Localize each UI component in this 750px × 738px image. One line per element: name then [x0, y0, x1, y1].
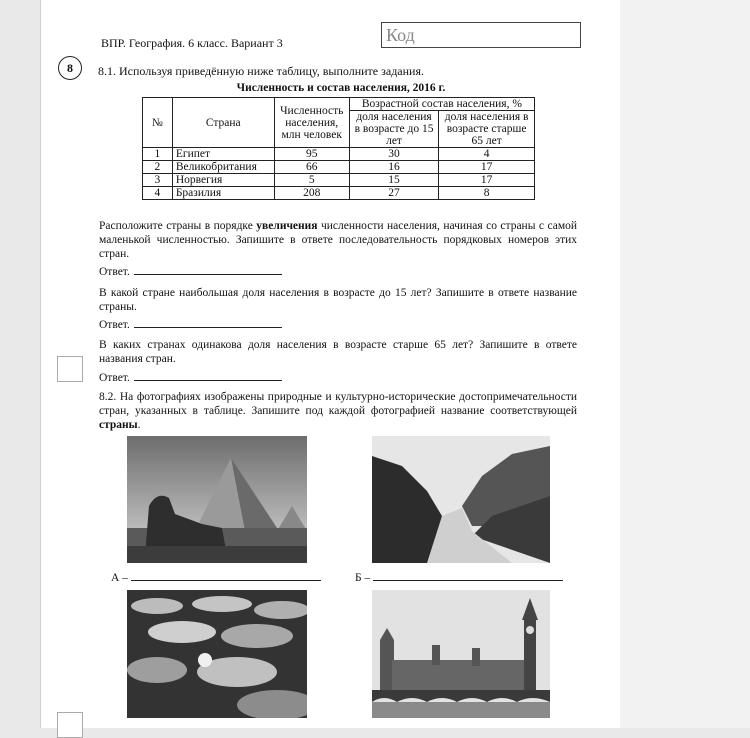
- table-title: Численность и состав населения, 2016 г.: [236, 82, 446, 94]
- answer-2: [99, 317, 282, 331]
- photo-d-westminster: [372, 590, 550, 718]
- caption-b-label: Б –: [355, 572, 371, 584]
- header-population: Численность населения, млн человек: [274, 98, 349, 148]
- question-3: В каких странах одинакова доля населения в возрасте старше 65 лет? Запишите в ответе названия стран.: [99, 339, 577, 365]
- row-over65: 8: [439, 187, 535, 200]
- viewer-background: [620, 0, 750, 728]
- answer-2-line[interactable]: [134, 317, 282, 328]
- row-country: Норвегия: [172, 174, 274, 187]
- answer-3-line[interactable]: [134, 370, 282, 381]
- caption-a: [111, 570, 321, 584]
- row-population: 95: [274, 148, 349, 161]
- row-num: 4: [143, 187, 173, 200]
- score-box-2[interactable]: [57, 712, 83, 738]
- header-country: Страна: [172, 98, 274, 148]
- caption-a-label: А –: [111, 572, 128, 584]
- question-8-2-bold: страны: [99, 419, 138, 431]
- table-row: [143, 187, 535, 200]
- question-8-2-end: .: [137, 419, 141, 431]
- caption-a-line[interactable]: [131, 570, 321, 581]
- row-country: Великобритания: [172, 161, 274, 174]
- question-2: В какой стране наибольшая доля населения в возрасте до 15 лет? Запишите в ответе название страны.: [99, 287, 577, 313]
- answer-label: Ответ.: [99, 319, 130, 331]
- table-row: [143, 148, 535, 161]
- photo-a-pyramids: [127, 436, 307, 563]
- answer-label: Ответ.: [99, 266, 130, 278]
- row-over65: 17: [439, 174, 535, 187]
- worksheet-page: [40, 0, 622, 728]
- answer-3: [99, 370, 282, 384]
- answer-1-line[interactable]: [134, 264, 282, 275]
- row-population: 208: [274, 187, 349, 200]
- table-row: [143, 161, 535, 174]
- question-8-2: [99, 390, 577, 432]
- row-over65: 4: [439, 148, 535, 161]
- question-1-text-end: численности населения, начиная со страны с самой маленькой численностью. Запишите в ответе последовательность порядковых номеров этих стран.: [99, 220, 577, 260]
- answer-1: [99, 264, 282, 278]
- caption-b: [355, 570, 563, 584]
- code-box[interactable]: Код: [381, 22, 581, 48]
- row-under15: 30: [349, 148, 439, 161]
- question-1-bold: увеличения: [256, 220, 318, 232]
- question-8-2-text: 8.2. На фотографиях изображены природные и культурно-исторические достопримечательности стран, указанных в таблице. Запишите под каждой фотографией название соответствующей: [99, 391, 577, 417]
- row-population: 5: [274, 174, 349, 187]
- photo-c-water-lilies: [127, 590, 307, 718]
- photo-b-fjord: [372, 436, 550, 563]
- header-over65: доля населения в возрасте старше 65 лет: [439, 111, 535, 148]
- row-over65: 17: [439, 161, 535, 174]
- table-row: [143, 174, 535, 187]
- row-country: Бразилия: [172, 187, 274, 200]
- row-under15: 27: [349, 187, 439, 200]
- row-num: 3: [143, 174, 173, 187]
- question-1: [99, 219, 577, 261]
- header-num: №: [143, 98, 173, 148]
- row-population: 66: [274, 161, 349, 174]
- question-1-text: Расположите страны в порядке: [99, 220, 253, 232]
- row-under15: 15: [349, 174, 439, 187]
- header-age-group: Возрастной состав населения, %: [349, 98, 534, 111]
- row-num: 1: [143, 148, 173, 161]
- header-under15: доля населения в возрасте до 15 лет: [349, 111, 439, 148]
- task-intro: 8.1. Используя приведённую ниже таблицу, выполните задания.: [98, 64, 424, 78]
- row-country: Египет: [172, 148, 274, 161]
- page-header: ВПР. География. 6 класс. Вариант 3: [101, 36, 283, 50]
- row-num: 2: [143, 161, 173, 174]
- answer-label: Ответ.: [99, 372, 130, 384]
- caption-b-line[interactable]: [373, 570, 563, 581]
- population-table: [142, 97, 535, 200]
- score-box[interactable]: [57, 356, 83, 382]
- row-under15: 16: [349, 161, 439, 174]
- task-number: 8: [58, 56, 82, 80]
